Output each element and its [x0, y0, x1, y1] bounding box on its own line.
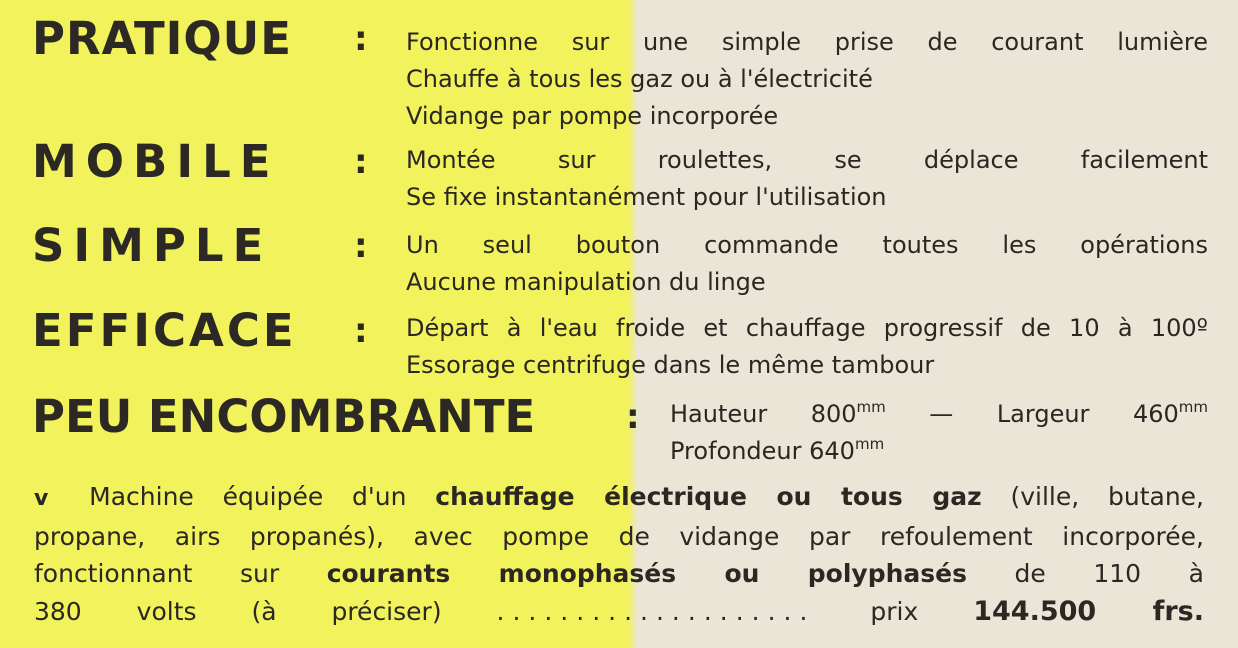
colon: :: [354, 311, 368, 351]
price-group: [870, 597, 1204, 626]
largeur-value: 460: [1132, 400, 1179, 428]
unit: mm: [854, 435, 885, 453]
paragraph-line: propane, airs propanés), avec pompe de vidange par refoulement incorporée,: [34, 521, 1204, 551]
keyword-mobile: MOBILE: [32, 135, 280, 188]
description-line: Fonctionne sur une simple prise de courant lumière: [406, 28, 1208, 56]
keyword-peu-encombrante: PEU ENCOMBRANTE: [32, 390, 536, 443]
colon: :: [354, 19, 368, 59]
profondeur-value: 640: [809, 437, 855, 465]
colon: :: [354, 226, 368, 266]
price-line: [34, 593, 1204, 631]
description-efficace: [406, 310, 1208, 384]
bold-current-text: courants monophasés ou polyphasés: [326, 559, 967, 588]
leader-dots: ....................: [496, 596, 816, 626]
description-line: Chauffe à tous les gaz ou à l'électricité: [406, 65, 873, 93]
colon: :: [354, 142, 368, 182]
hauteur-value: 800: [810, 400, 857, 428]
paragraph-line: [34, 478, 1204, 518]
description-line: Montée sur roulettes, se déplace facilement: [406, 146, 1208, 174]
description-line: Se fixe instantanément pour l'utilisation: [406, 183, 887, 211]
unit: mm: [856, 398, 886, 416]
hauteur-label: Hauteur: [670, 400, 768, 428]
description-line: Essorage centrifuge dans le même tambour: [406, 351, 935, 379]
description-line: Un seul bouton commande toutes les opérations: [406, 231, 1208, 259]
description-line: Départ à l'eau froide et chauffage progressif de 10 à 100º: [406, 314, 1208, 342]
text-span: Machine équipée d'un: [89, 482, 407, 511]
paragraph-line: [34, 555, 1204, 593]
keyword-efficace: EFFICACE: [32, 304, 297, 357]
text-span: fonctionnant sur: [34, 559, 280, 588]
description-line: Vidange par pompe incorporée: [406, 102, 779, 130]
text-span: de 110 à: [1014, 559, 1204, 588]
dimension-line-2: [670, 433, 1208, 470]
keyword-pratique: PRATIQUE: [32, 12, 292, 65]
profondeur-label: Profondeur: [670, 437, 802, 465]
price-value: 144.500 frs.: [973, 595, 1204, 627]
text-span: 380 volts (à préciser): [34, 596, 442, 626]
unit: mm: [1178, 398, 1208, 416]
description-mobile: [406, 142, 1208, 216]
dimension-line-1: [670, 396, 1208, 433]
description-simple: [406, 227, 1208, 301]
largeur-label: Largeur: [996, 400, 1090, 428]
check-mark: v: [34, 486, 49, 511]
keyword-simple: SIMPLE: [32, 219, 273, 272]
description-dimensions: [670, 396, 1208, 470]
description-line: Aucune manipulation du linge: [406, 268, 766, 296]
hauteur-group: [670, 400, 886, 428]
description-pratique: [406, 24, 1208, 135]
largeur-group: [997, 400, 1208, 428]
price-label: prix: [870, 596, 919, 626]
dimension-separator: —: [929, 400, 954, 428]
text-span: (ville, butane,: [1010, 482, 1204, 511]
description-paragraph: [34, 478, 1204, 630]
bold-heating-text: chauffage électrique ou tous gaz: [435, 482, 982, 511]
colon: :: [626, 397, 640, 437]
